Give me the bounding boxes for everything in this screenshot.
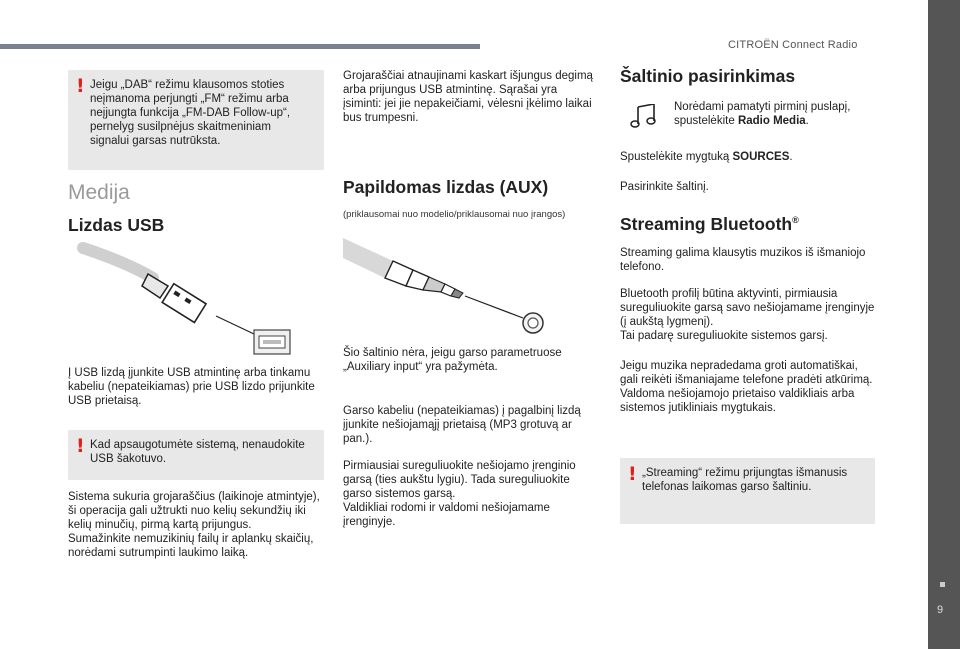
music-note-icon	[630, 104, 658, 128]
aux-subtitle: (priklausomai nuo modelio/priklausomai nuo įrangos)	[343, 209, 566, 220]
header-rule	[0, 44, 480, 49]
brand-label: CITROËN Connect Radio	[728, 39, 858, 51]
radio-media-label: Radio Media	[737, 115, 806, 127]
system-text: Sistema sukuria grojaraščius (laikinoje atmintyje), ši operacija gali užtrukti nuo kelių sekundžių iki kelių minučių, pirmą kartą prijungus. Sumažinkite nemuzikinių failų ir aplankų skaičių, norėdami sutrumpinti laukimo laiką.	[68, 491, 320, 559]
warning-note-dab	[68, 70, 324, 170]
bt-p2: Bluetooth profilį būtina aktyvinti, pirmiausia sureguliuokite garsą savo nešiojamame įrenginyje (į aukštą lygmenį). Tai padarę sureguliuokite sistemos garsį.	[620, 288, 875, 342]
radio-media-post: .	[805, 115, 809, 127]
aux-jack-illustration	[343, 226, 598, 336]
warning-icon: !	[76, 75, 85, 97]
bt-p1: Streaming galima klausytis muzikos iš išmaniojo telefono.	[620, 247, 866, 273]
playlist-text: Grojaraščiai atnaujinami kaskart išjungus degimą arba prijungus USB atmintinę. Sąrašai yra įsiminti: jei jie nepakeičiami, vėlesni įkėlimo laikai bus trumpesni.	[343, 70, 593, 124]
bt-title	[620, 214, 799, 235]
usb-illustration	[68, 238, 324, 356]
bt-title-text: Streaming Bluetooth	[620, 214, 793, 234]
page-number: 9	[937, 604, 944, 616]
aux-p3: Pirmiausiai sureguliuokite nešiojamo įrenginio garsą (ties aukštu lygiu). Tada sureguliuokite garso sistemos garsą. Valdikliai rodomi ir valdomi nešiojamame įrenginyje.	[343, 460, 576, 528]
sources-post: .	[789, 151, 793, 163]
aux-p2: Garso kabeliu (nepateikiamas) į pagalbinį lizdą įjunkite nešiojamąjį prietaisą (MP3 grotuvą ar pan.).	[343, 405, 581, 445]
bt-p3: Jeigu muzika nepradedama groti automatiškai, gali reikėti išmaniajame telefone pradėti atkūrimą. Valdoma nešiojamojo prietaiso valdikliais arba sistemos jutikliniais mygtukais.	[620, 360, 873, 414]
page-side-tab	[928, 0, 960, 649]
radio-media-text	[674, 100, 874, 128]
choose-source-text: Pasirinkite šaltinį.	[620, 181, 709, 193]
warning-icon: !	[628, 463, 637, 485]
note-text: Kad apsaugotumėte sistemą, nenaudokite USB šakotuvo.	[90, 439, 305, 465]
warning-note-streaming	[620, 458, 875, 524]
source-title: Šaltinio pasirinkimas	[620, 66, 796, 86]
radio-media-pre: Norėdami pamatyti pirminį puslapį, spustelėkite	[674, 101, 851, 127]
sources-text	[620, 150, 875, 164]
page-marker	[940, 582, 945, 587]
subsection-title: Lizdas USB	[68, 215, 165, 235]
registered-mark: ®	[792, 215, 799, 226]
warning-note-hub	[68, 430, 324, 480]
note-text: „Streaming“ režimu prijungtas išmanusis telefonas laikomas garso šaltiniu.	[642, 467, 848, 493]
aux-title: Papildomas lizdas (AUX)	[343, 177, 549, 197]
section-title: Medija	[68, 181, 130, 204]
note-text: Jeigu „DAB“ režimu klausomos stoties neįmanoma perjungti „FM“ režimu arba neįjungta funkcija „FM-DAB Follow-up“, pernelyg susilpnėjus skaitmeniniam signalui garsas nutrūksta.	[90, 79, 291, 147]
sources-label: SOURCES	[732, 151, 790, 163]
usb-text: Į USB lizdą įjunkite USB atmintinę arba tinkamu kabeliu (nepateikiamas) prie USB lizdo prijunkite USB prietaisą.	[68, 367, 315, 407]
warning-icon: !	[76, 435, 85, 457]
aux-p1: Šio šaltinio nėra, jeigu garso parametruose „Auxiliary input“ yra pažymėta.	[343, 347, 562, 373]
sources-pre: Spustelėkite mygtuką	[620, 151, 733, 163]
